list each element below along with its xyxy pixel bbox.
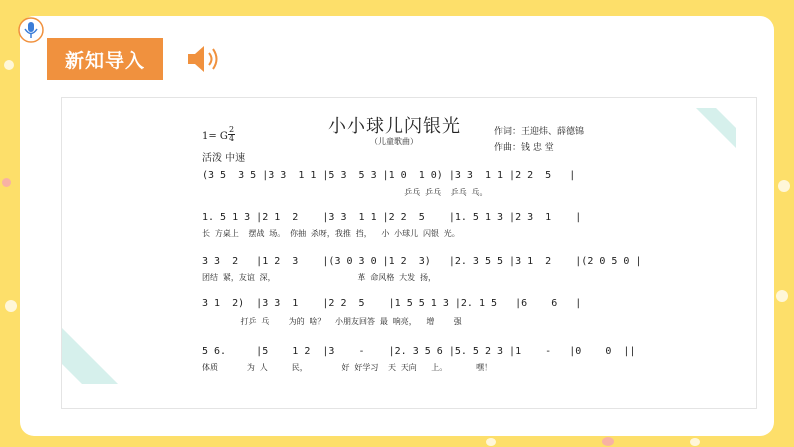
- corner-decoration: [696, 108, 736, 148]
- decor-dot: [778, 180, 790, 192]
- microphone-icon: [17, 16, 45, 44]
- decor-dot: [602, 437, 614, 446]
- decor-dot: [486, 438, 496, 446]
- notation-row: 3 3 2 |1 2 3 |(3 0 3 0 |1 2 3) |2. 3 5 5 |3 1 2 |(2 0 5 0 |: [202, 256, 642, 267]
- corner-decoration: [62, 328, 118, 384]
- lyricist-credit: 作词：王迎炜、薛德锦: [494, 127, 585, 137]
- composer-credit: 作曲：钱 忠 堂: [494, 143, 554, 153]
- song-genre: （儿童歌曲）: [370, 137, 418, 146]
- decor-dot: [776, 290, 788, 302]
- lyrics-row: 体质 为 人 民， 好 好学习 天 天向 上。 嘿！: [202, 363, 493, 372]
- decor-dot: [4, 60, 14, 70]
- lyrics-row: 团结 紧，友谊 深， 革 命风格 大发 扬，: [202, 273, 436, 282]
- song-title: 小小球儿闪银光: [328, 116, 461, 137]
- time-signature-top: 2: [228, 125, 235, 134]
- decor-dot: [690, 438, 700, 446]
- notation-row: 1. 5 1 3 |2 1 2 |3 3 1 1 |2 2 5 |1. 5 1 3 |2 3 1 |: [202, 212, 582, 223]
- speaker-icon[interactable]: [185, 43, 221, 75]
- notation-row: 5 6. |5 1 2 |3 - |2. 3 5 6 |5. 5 2 3 |1 - |0 0 ||: [202, 346, 636, 357]
- decor-dot: [2, 178, 11, 187]
- section-title-text: 新知导入: [64, 49, 145, 72]
- notation-row: 3 1 2) |3 3 1 |2 2 5 |1 5 5 1 3 |2. 1 5 |6 6 |: [202, 298, 582, 309]
- time-signature: [228, 126, 235, 143]
- lyrics-row: 乒乓 乒乓 乒乓 乓。: [202, 188, 488, 197]
- lyrics-row: 长 方桌上 摆战 场。 你抽 杀呀，我推 挡， 小 小球儿 闪银 光。: [202, 229, 460, 238]
- tempo-marking: 活泼 中速: [202, 153, 246, 164]
- key-signature: 1= G: [202, 131, 228, 142]
- lyrics-row: 打乒 乓 为的 啥？ 小朋友回答 最 响亮， 增 强: [202, 317, 462, 326]
- music-sheet: [61, 97, 757, 409]
- notation-row: (3 5 3 5 |3 3 1 1 |5 3 5 3 |1 0 1 0) |3 3 1 1 |2 2 5 |: [202, 170, 576, 181]
- decor-dot: [5, 300, 17, 312]
- section-title: [47, 38, 163, 80]
- time-signature-bottom: 4: [228, 134, 235, 143]
